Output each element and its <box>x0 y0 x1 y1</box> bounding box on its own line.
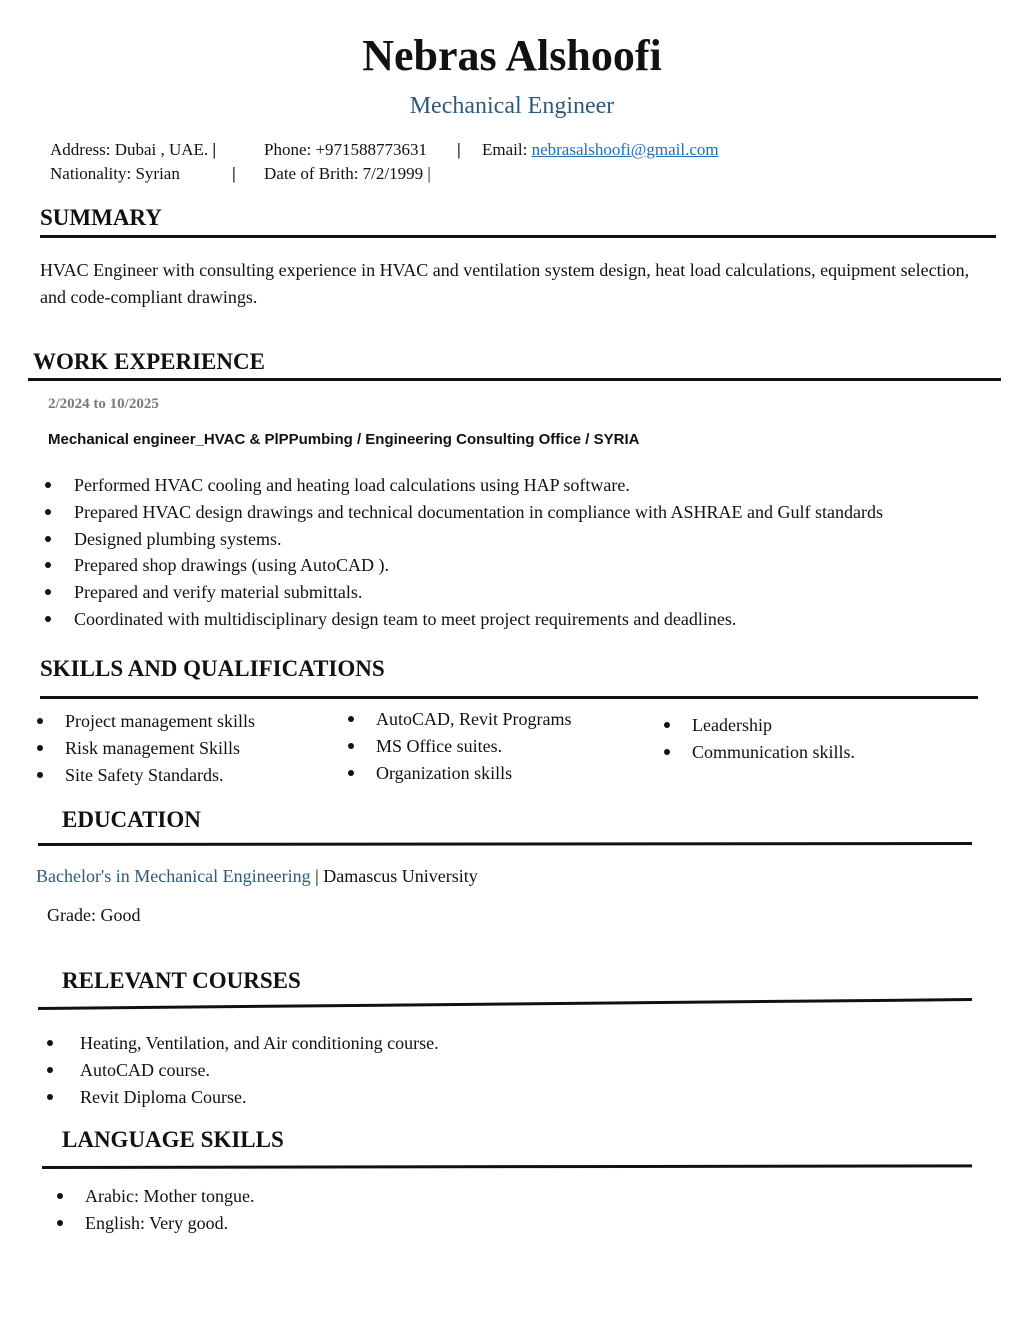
skills-column-3 <box>692 712 855 766</box>
work-experience-heading: WORK EXPERIENCE <box>33 349 265 374</box>
courses-list <box>80 1030 439 1111</box>
separator: | <box>232 164 236 183</box>
list-item: Organization skills <box>376 760 572 787</box>
separator: | <box>212 140 217 159</box>
email-link[interactable]: nebrasalshoofi@gmail.com <box>531 140 719 159</box>
summary-heading: SUMMARY <box>40 205 162 230</box>
date-of-birth: Date of Brith: 7/2/1999 | <box>264 164 431 183</box>
address-text: Address: Dubai , UAE. <box>50 140 209 159</box>
list-item: Revit Diploma Course. <box>80 1084 439 1111</box>
section-divider <box>38 998 972 1010</box>
list-item: Project management skills <box>65 708 255 735</box>
list-item: Communication skills. <box>692 739 855 766</box>
nationality: Nationality: Syrian <box>50 164 180 183</box>
experience-bullets <box>74 472 974 633</box>
job-title: Mechanical engineer_HVAC & PlPPumbing / Engineering Consulting Office / SYRIA <box>48 431 640 448</box>
list-item: AutoCAD course. <box>80 1057 439 1084</box>
section-divider <box>42 1164 972 1169</box>
section-divider <box>38 842 972 846</box>
section-divider <box>40 235 996 238</box>
list-item: MS Office suites. <box>376 733 572 760</box>
list-item: Prepared and verify material submittals. <box>74 579 974 606</box>
list-item: Arabic: Mother tongue. <box>85 1183 254 1210</box>
list-item: Coordinated with multidisciplinary design team to meet project requirements and deadlines. <box>74 606 974 633</box>
address <box>50 140 216 160</box>
list-item: Prepared shop drawings (using AutoCAD ). <box>74 552 974 579</box>
phone-text: Phone: +971588773631 <box>264 140 428 159</box>
section-divider <box>40 696 978 699</box>
list-item: Heating, Ventilation, and Air conditioning course. <box>80 1030 439 1057</box>
phone <box>264 140 427 160</box>
candidate-name: Nebras Alshoofi <box>362 31 662 80</box>
list-item: Designed plumbing systems. <box>74 526 974 553</box>
languages-list <box>85 1183 254 1237</box>
job-role: Mechanical Engineer <box>409 93 615 119</box>
email-label: Email: <box>482 140 528 159</box>
email <box>482 140 719 160</box>
list-item: Risk management Skills <box>65 735 255 762</box>
skills-heading: SKILLS AND QUALIFICATIONS <box>40 656 385 681</box>
education-grade: Grade: Good <box>47 905 141 925</box>
education-heading: EDUCATION <box>62 807 201 832</box>
separator: | <box>457 140 461 159</box>
skills-column-1 <box>65 708 255 789</box>
languages-heading: LANGUAGE SKILLS <box>62 1127 284 1152</box>
university-name: | Damascus University <box>315 866 478 886</box>
list-item: English: Very good. <box>85 1210 254 1237</box>
list-item: Prepared HVAC design drawings and technical documentation in compliance with ASHRAE and Gulf standards <box>74 499 974 526</box>
list-item: Performed HVAC cooling and heating load calculations using HAP software. <box>74 472 974 499</box>
list-item: Leadership <box>692 712 855 739</box>
degree-name: Bachelor's in Mechanical Engineering <box>36 866 311 886</box>
education-entry <box>36 866 478 887</box>
courses-heading: RELEVANT COURSES <box>62 968 301 993</box>
skills-column-2 <box>376 706 572 787</box>
job-dates: 2/2024 to 10/2025 <box>48 396 159 412</box>
list-item: Site Safety Standards. <box>65 762 255 789</box>
list-item: AutoCAD, Revit Programs <box>376 706 572 733</box>
section-divider <box>28 378 1001 381</box>
summary-text: HVAC Engineer with consulting experience in HVAC and ventilation system design, heat load calculations, equipment selection, and code-compliant drawings. <box>40 260 970 307</box>
